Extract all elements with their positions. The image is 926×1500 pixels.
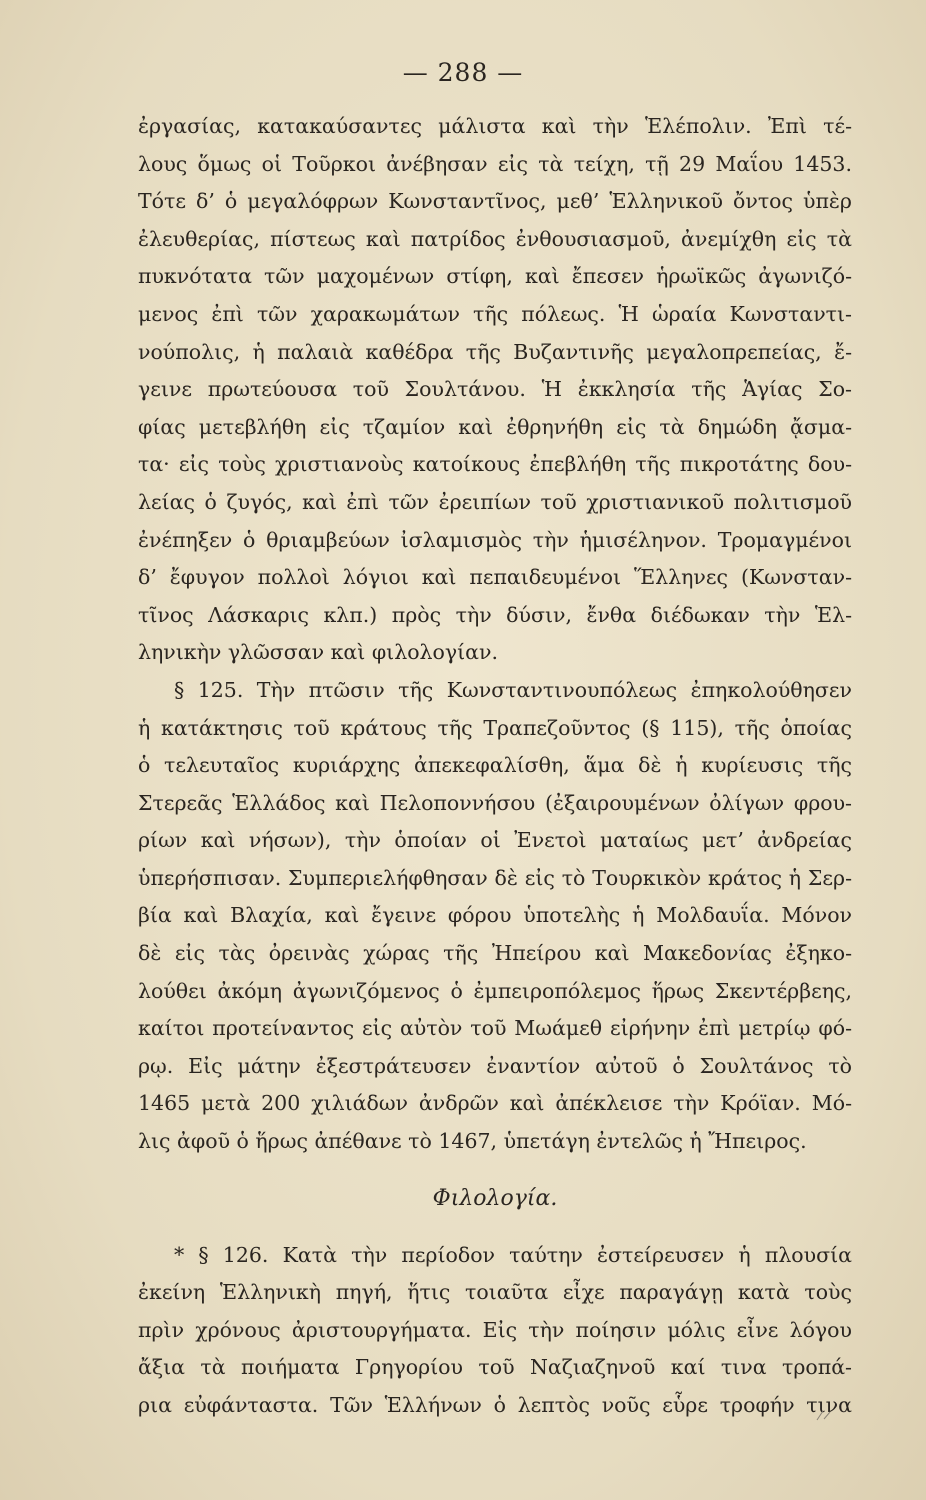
text-line: ἐλευθερίας, πίστεως καὶ πατρίδος ἐνθουσιασμοῦ, ἀνεμίχθη εἰς τὰ — [138, 226, 852, 251]
text-line: ρια εὐφάνταστα. Τῶν Ἑλλήνων ὁ λεπτὸς νοῦς εὗρε τροφήν τινα — [138, 1393, 852, 1417]
text-line: καίτοι προτείναντος εἰς αὐτὸν τοῦ Μωάμεθ εἰρήνην ἐπὶ μετρίῳ φό- — [138, 1016, 852, 1041]
text-line: λις ἀφοῦ ὁ ἥρως ἀπέθανε τὸ 1467, ὑπετάγη ἐντελῶς ἡ Ἤπειρος. — [138, 1129, 807, 1154]
text-line: ἐνέπηξεν ὁ θριαμβεύων ἰσλαμισμὸς τὴν ἡμισέληνον. Τρομαγμένοι — [138, 527, 852, 552]
text-line: ἐργασίας, κατακαύσαντες μάλιστα καὶ τὴν Ἑλέπολιν. Ἐπὶ τέ- — [138, 114, 852, 138]
text-line: τῖνος Λάσκαρις κλπ.) πρὸς τὴν δύσιν, ἔνθα διέδωκαν τὴν Ἑλ- — [138, 602, 852, 627]
page-number: — 288 — — [402, 58, 524, 87]
text-line: ὁ τελευταῖος κυριάρχης ἀπεκεφαλίσθη, ἅμα δὲ ἡ κυρίευσις τῆς — [138, 753, 852, 778]
text-line: ρῳ. Εἰς μάτην ἐξεστράτευσεν ἐναντίον αὐτοῦ ὁ Σουλτάνος τὸ — [138, 1053, 852, 1078]
paragraph-126 — [138, 1237, 852, 1425]
text-line: ρίων καὶ νήσων), τὴν ὁποίαν οἱ Ἐνετοὶ ματαίως μετ’ ἀνδρείας — [138, 828, 852, 853]
text-line: γεινε πρωτεύουσα τοῦ Σουλτάνου. Ἡ ἐκκλησία τῆς Ἁγίας Σο- — [138, 377, 852, 402]
text-line: ὑπερήσπισαν. Συμπεριελήφθησαν δὲ εἰς τὸ Τουρκικὸν κράτος ἡ Σερ- — [138, 865, 852, 890]
text-line: § 125. Τὴν πτῶσιν τῆς Κωνσταντινουπόλεως ἐπηκολούθησεν — [174, 677, 852, 702]
text-line: Τότε δ’ ὁ μεγαλόφρων Κωνσταντῖνος, μεθ’ Ἑλληνικοῦ ὄντος ὑπὲρ — [138, 189, 852, 214]
text-line: πυκνότατα τῶν μαχομένων στίφη, καὶ ἔπεσεν ἡρωϊκῶς ἀγωνιζό- — [138, 264, 852, 289]
text-line: λους ὅμως οἱ Τοῦρκοι ἀνέβησαν εἰς τὰ τείχη, τῇ 29 Μαΐου 1453. — [138, 151, 852, 176]
pencil-mark-icon — [815, 1408, 835, 1422]
text-line: λείας ὁ ζυγός, καὶ ἐπὶ τῶν ἐρειπίων τοῦ χριστιανικοῦ πολιτισμοῦ — [138, 489, 852, 514]
text-line: ἐκείνη Ἑλληνικὴ πηγή, ἥτις τοιαῦτα εἶχε παραγάγῃ κατὰ τοὺς — [138, 1280, 852, 1305]
text-line: πρὶν χρόνους ἀριστουργήματα. Εἰς τὴν ποίησιν μόλις εἶνε λόγου — [138, 1317, 852, 1342]
text-line: λούθει ἀκόμη ἀγωνιζόμενος ὁ ἐμπειροπόλεμος ἥρως Σκεντέρβεης, — [138, 978, 852, 1003]
body-text — [138, 108, 852, 1425]
text-line: ἄξια τὰ ποιήματα Γρηγορίου τοῦ Ναζιαζηνοῦ καί τινα τροπά- — [138, 1355, 852, 1380]
text-line: τα· εἰς τοὺς χριστιανοὺς κατοίκους ἐπεβλήθη τῆς πικροτάτης δου- — [138, 452, 852, 477]
paragraph-1 — [138, 108, 852, 672]
text-line: δ’ ἔφυγον πολλοὶ λόγιοι καὶ πεπαιδευμένοι Ἕλληνες (Κωνσταν- — [138, 565, 852, 590]
paragraph-125 — [138, 672, 852, 1161]
text-line: ληνικὴν γλῶσσαν καὶ φιλολογίαν. — [138, 640, 499, 665]
text-line: νούπολις, ἡ παλαιὰ καθέδρα τῆς Βυζαντινῆς μεγαλοπρεπείας, ἔ- — [138, 339, 852, 364]
text-line: Στερεᾶς Ἑλλάδος καὶ Πελοποννήσου (ἐξαιρουμένων ὀλίγων φρου- — [138, 790, 852, 815]
section-heading: Φιλολογία. — [432, 1185, 558, 1211]
text-line: * § 126. Κατὰ τὴν περίοδον ταύτην ἐστείρευσεν ἡ πλουσία — [174, 1242, 852, 1267]
text-line: 1465 μετὰ 200 χιλιάδων ἀνδρῶν καὶ ἀπέκλεισε τὴν Κρόϊαν. Μό- — [138, 1091, 852, 1116]
text-line: ἡ κατάκτησις τοῦ κράτους τῆς Τραπεζοῦντος (§ 115), τῆς ὁποίας — [138, 715, 852, 740]
text-line: βία καὶ Βλαχία, καὶ ἔγεινε φόρου ὑποτελὴς ἡ Μολδαυΐα. Μόνον — [138, 903, 852, 928]
text-line: μενος ἐπὶ τῶν χαρακωμάτων τῆς πόλεως. Ἡ ὡραία Κωνσταντι- — [138, 301, 852, 326]
text-line: φίας μετεβλήθη εἰς τζαμίον καὶ ἐθρηνήθη εἰς τὰ δημώδη ᾄσμα- — [138, 414, 852, 439]
text-line: δὲ εἰς τὰς ὀρεινὰς χώρας τῆς Ἠπείρου καὶ Μακεδονίας ἐξηκο- — [138, 941, 852, 966]
